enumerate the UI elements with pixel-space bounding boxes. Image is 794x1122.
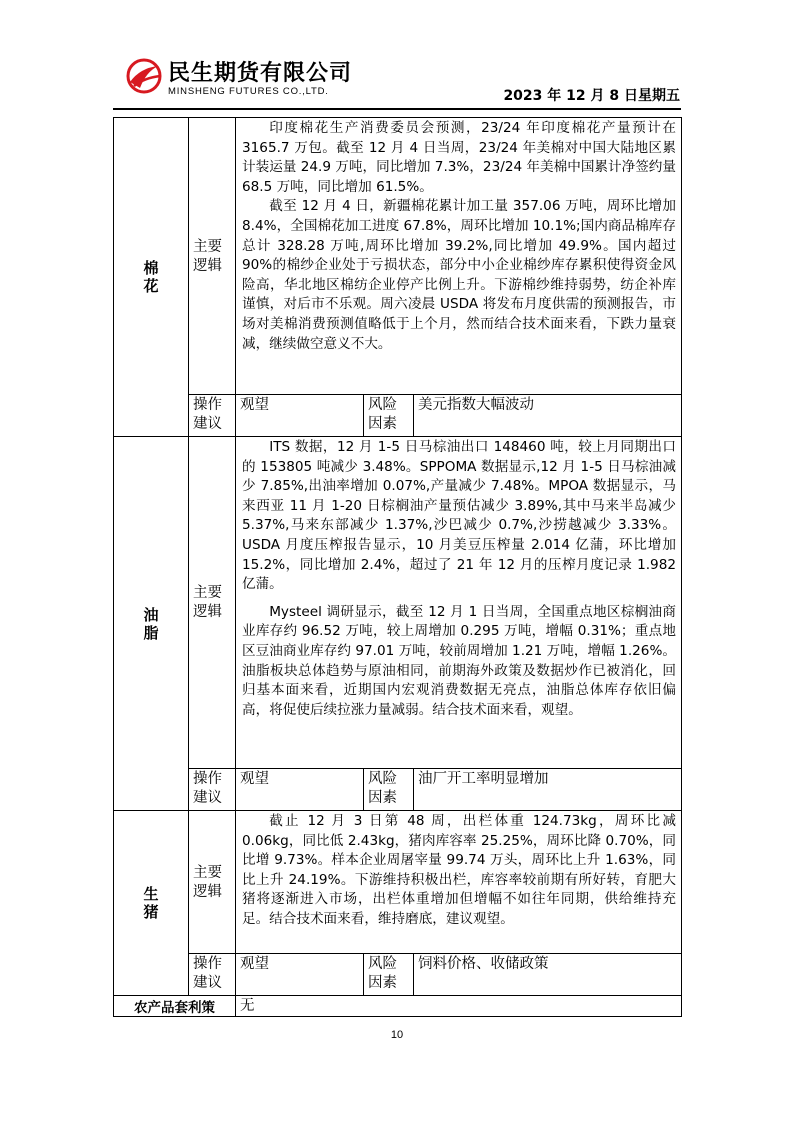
category-cotton: 棉 花: [114, 118, 189, 437]
oils-logic-text: ITS 数据，12 月 1-5 日马棕油出口 148460 吨，较上月同期出口的 153805 吨减少 3.48%。SPPOMA 数据显示,12 月 1-5 日马棕油减少 7.85%,出油率增加 0.07%,产量减少 7.48%。MPOA 数据显示，马来西亚 11 月 1-20 日棕榈油产量预估减少 3.89%,其中马来半岛减少 5.37%,马来东部减少 1.37%,沙巴减少 0.7%,沙捞越减少 3.33%。USDA 月度压榨报告显示，10 月美豆压榨量 2.014 亿蒲，环比增加 15.2%，同比增加 2.4%，超过了 21 年 12 月的压榨月度记录 1.982 亿蒲。 Mysteel 调研显示，截至 12 月 1 日当周，全国重点地区棕榈油商业库存约 96.52 万吨，较上周增加 0.295 万吨，增幅 0.31%；重点地区豆油商业库存约 97.01 万吨，较前周增加 1.21 万吨，增幅 1.26%。油脂板块总体趋势与原油相同，前期海外政策及数据炒作已被消化，回归基本面来看，近期国内宏观消费数据无亮点，油脂总体库存依旧偏高，将促使后续拉涨力量减弱。结合技术面来看，观望。: [236, 437, 682, 769]
arbitrage-row: [114, 996, 682, 1017]
cotton-logic-text: 印度棉花生产消费委员会预测，23/24 年印度棉花产量预计在 3165.7 万包。截至 12 月 4 日当周，23/24 年美棉对中国大陆地区累计装运量 24.9 万吨，同比增加 7.3%，23/24 年美棉中国累计净签约量 68.5 万吨，同比增加 61.5%。 截至 12 月 4 日，新疆棉花累计加工量 357.06 万吨，周环比增加 8.4%，全国棉花加工进度 67.8%，周环比增加 10.1%;国内商品棉库存总计 328.28 万吨,周环比增加 39.2%,同比增加 49.9%。国内超过 90%的棉纱企业处于亏损状态，部分中小企业棉纱库存累积使得资金风险高，华北地区棉纺企业停产比例上升。下游棉纱维持弱势，纺企补库谨慎，对后市不乐观。周六凌晨 USDA 将发布月度供需的预测报告，市场对美棉消费预测值略低于上个月，然而结合技术面来看，下跌力量衰减，继续做空意义不大。: [236, 118, 682, 395]
report-date: 2023 年 12 月 8 日星期五: [503, 88, 680, 104]
page-number: 10: [390, 1029, 404, 1041]
logic-label: 主要 逻辑: [189, 811, 236, 954]
oils-advice-row: [114, 769, 682, 811]
arbitrage-value: 无: [236, 996, 682, 1017]
logic-label: 主要 逻辑: [189, 437, 236, 769]
hogs-advice-row: [114, 954, 682, 996]
risk-value: 美元指数大幅波动: [414, 395, 682, 437]
risk-label: 风险 因素: [364, 395, 414, 437]
category-oils: 油 脂: [114, 437, 189, 811]
header-divider: [113, 108, 681, 110]
logo-chinese-name: 民生期货有限公司: [168, 61, 353, 86]
logo-mark-icon: [126, 58, 162, 94]
risk-label: 风险 因素: [364, 954, 414, 996]
hogs-logic-text: 截止 12 月 3 日第 48 周，出栏体重 124.73kg，周环比减 0.06kg，同比低 2.43kg，猪肉库容率 25.25%，周环比降 0.70%，同比增 9.73%。样本企业周屠宰量 99.74 万头，周环比上升 1.63%，同比上升 24.19%。下游维持积极出栏，库容率较前期有所好转，育肥大猪将逐渐进入市场，出栏体重增加但增幅不如往年同期，供给维持充足。结合技术面来看，维持磨底，建议观望。: [236, 811, 682, 954]
oils-logic-row: [114, 437, 682, 769]
operation-label: 操作 建议: [189, 769, 236, 811]
arbitrage-label: 农产品套利策: [114, 996, 236, 1017]
hogs-logic-row: [114, 811, 682, 954]
risk-label: 风险 因素: [364, 769, 414, 811]
cotton-logic-row: [114, 118, 682, 395]
company-logo: [126, 56, 366, 102]
operation-value: 观望: [236, 395, 364, 437]
category-hogs: 生 猪: [114, 811, 189, 996]
operation-value: 观望: [236, 769, 364, 811]
operation-value: 观望: [236, 954, 364, 996]
logic-label: 主要 逻辑: [189, 118, 236, 395]
operation-label: 操作 建议: [189, 954, 236, 996]
risk-value: 饲料价格、收储政策: [414, 954, 682, 996]
risk-value: 油厂开工率明显增加: [414, 769, 682, 811]
cotton-advice-row: [114, 395, 682, 437]
agri-products-table: [113, 117, 682, 1017]
logo-english-name: MINSHENG FUTURES CO.,LTD.: [168, 86, 329, 97]
operation-label: 操作 建议: [189, 395, 236, 437]
